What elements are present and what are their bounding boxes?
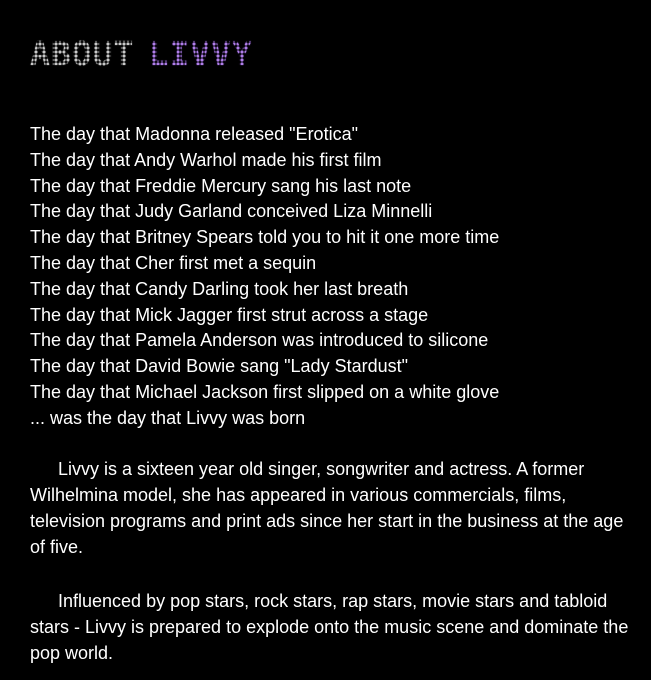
poem-line: The day that Britney Spears told you to hit it one more time	[30, 227, 500, 248]
poem-line: The day that Madonna released "Erotica"	[30, 124, 358, 144]
poem-line: The day that Mick Jagger first strut across a stage	[30, 304, 429, 325]
bio-paragraph-2: Influenced by pop stars, rock stars, rap stars, movie stars and tabloid stars - Livvy is prepared to explode onto the music scene and dominate the pop world.	[30, 591, 629, 663]
poem-list	[30, 122, 640, 432]
poem-line: The day that Pamela Anderson was introduced to silicone	[30, 330, 489, 351]
poem-line: The day that Cher first met a sequin	[30, 252, 317, 273]
poem-line: ... was the day that Livvy was born	[30, 407, 306, 428]
title-word-livvy: LIVVY	[148, 34, 253, 73]
poem-line: The day that David Bowie sang "Lady Stardust"	[30, 356, 408, 377]
bio-paragraph-1: Livvy is a sixteen year old singer, songwriter and actress. A former Wilhelmina model, she has appeared in various commercials, films, television programs and print ads since her start in the business at the age of five.	[30, 459, 624, 557]
poem-line: The day that Judy Garland conceived Liza Minnelli	[30, 201, 433, 222]
poem-line: The day that Michael Jackson first slipped on a white glove	[30, 381, 500, 402]
poem-line: The day that Andy Warhol made his first film	[30, 149, 382, 170]
poem-line: The day that Candy Darling took her last breath	[30, 278, 409, 299]
title-word-about: ABOUT	[30, 34, 135, 73]
poem-line: The day that Freddie Mercury sang his last note	[30, 175, 412, 196]
page-title	[30, 34, 253, 74]
